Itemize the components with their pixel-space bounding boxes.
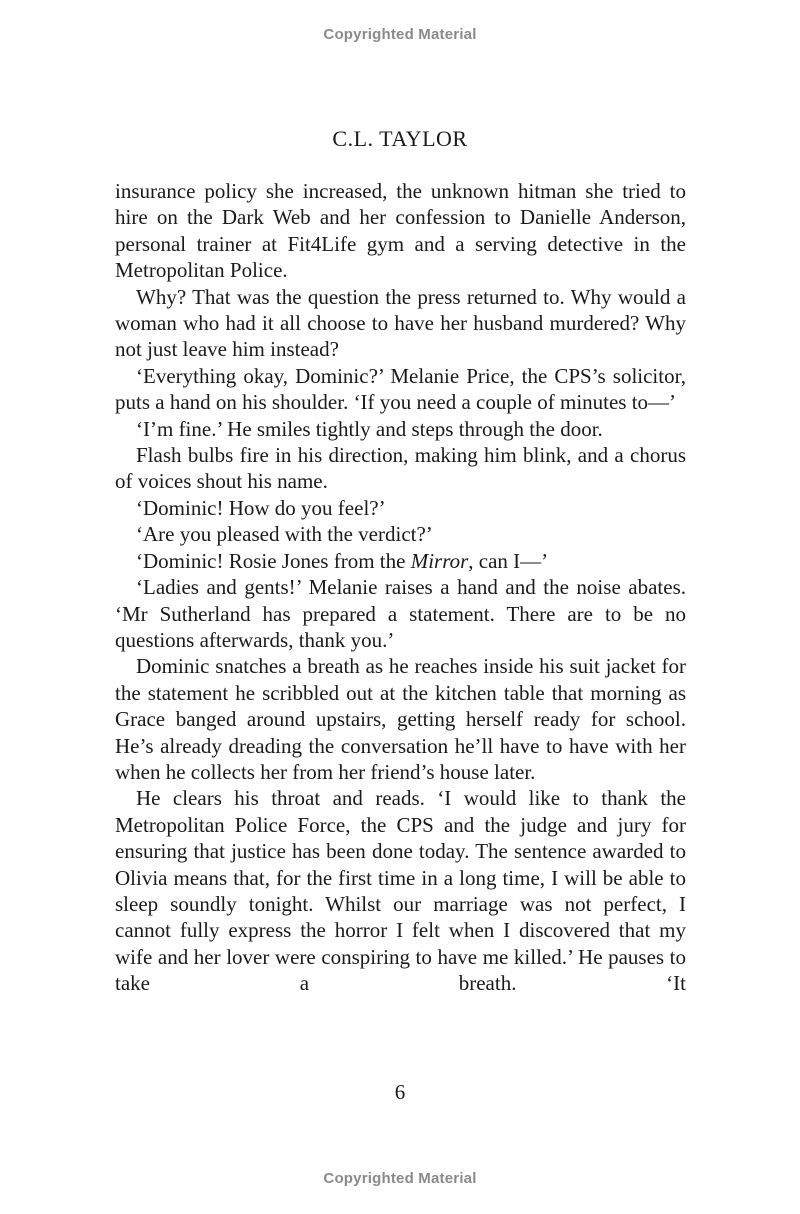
newspaper-title: Mirror	[410, 548, 469, 573]
running-head: C.L. TAYLOR	[332, 126, 468, 151]
paragraph-mirror-before: ‘Dominic! Rosie Jones from the	[136, 548, 411, 573]
paragraph: Why? That was the question the press returned to. Why would a woman who had it all choose to have her husband murdered? Why not just leave him instead?	[115, 284, 686, 362]
paragraph: ‘Everything okay, Dominic?’ Melanie Price, the CPS’s solicitor, puts a hand on his shoulder. ‘If you need a couple of minutes to—’	[115, 363, 686, 415]
paragraph: Flash bulbs fire in his direction, making him blink, and a chorus of voices shout his name.	[115, 443, 686, 494]
paragraph: ‘I’m fine.’ He smiles tightly and steps through the door.	[136, 416, 603, 441]
paragraph: ‘Are you pleased with the verdict?’	[136, 522, 433, 547]
paragraph: ‘Ladies and gents!’ Melanie raises a hand and the noise abates. ‘Mr Sutherland has prepared a statement. There are to be no questions afterwards, thank you.’	[115, 575, 686, 652]
paragraph: He clears his throat and reads. ‘I would like to thank the Metropolitan Police Force, the CPS and the judge and jury for ensuring that justice has been done today. The sentence awarded to Olivia means that, for the first time in a long time, I will be able to sleep soundly tonight. Whilst our marriage was not perfect, I cannot fully express the horror I felt when I discovered that my wife and her lover were conspiring to have me killed.’ He pauses to take a breath. ‘It	[115, 786, 686, 996]
paragraph: insurance policy she increased, the unknown hitman she tried to hire on the Dark Web and her confession to Danielle Anderson, personal trainer at Fit4Life gym and a serving detective in the Metropolitan Police.	[115, 179, 686, 283]
paragraph: ‘Dominic! How do you feel?’	[136, 495, 386, 520]
paragraph-mirror-after: , can I—’	[468, 548, 549, 573]
page-number: 6	[394, 1080, 406, 1104]
copyright-watermark-top: Copyrighted Material	[323, 26, 477, 43]
copyright-watermark-bottom: Copyrighted Material	[323, 1170, 477, 1187]
body-text	[115, 178, 686, 997]
paragraph: Dominic snatches a breath as he reaches inside his suit jacket for the statement he scribbled out at the kitchen table that morning as Grace banged around upstairs, getting herself ready for school. He’s already dreading the conversation he’ll have to have with her when he collects her from her friend’s house later.	[115, 654, 686, 784]
paragraph-mirror	[115, 548, 686, 574]
